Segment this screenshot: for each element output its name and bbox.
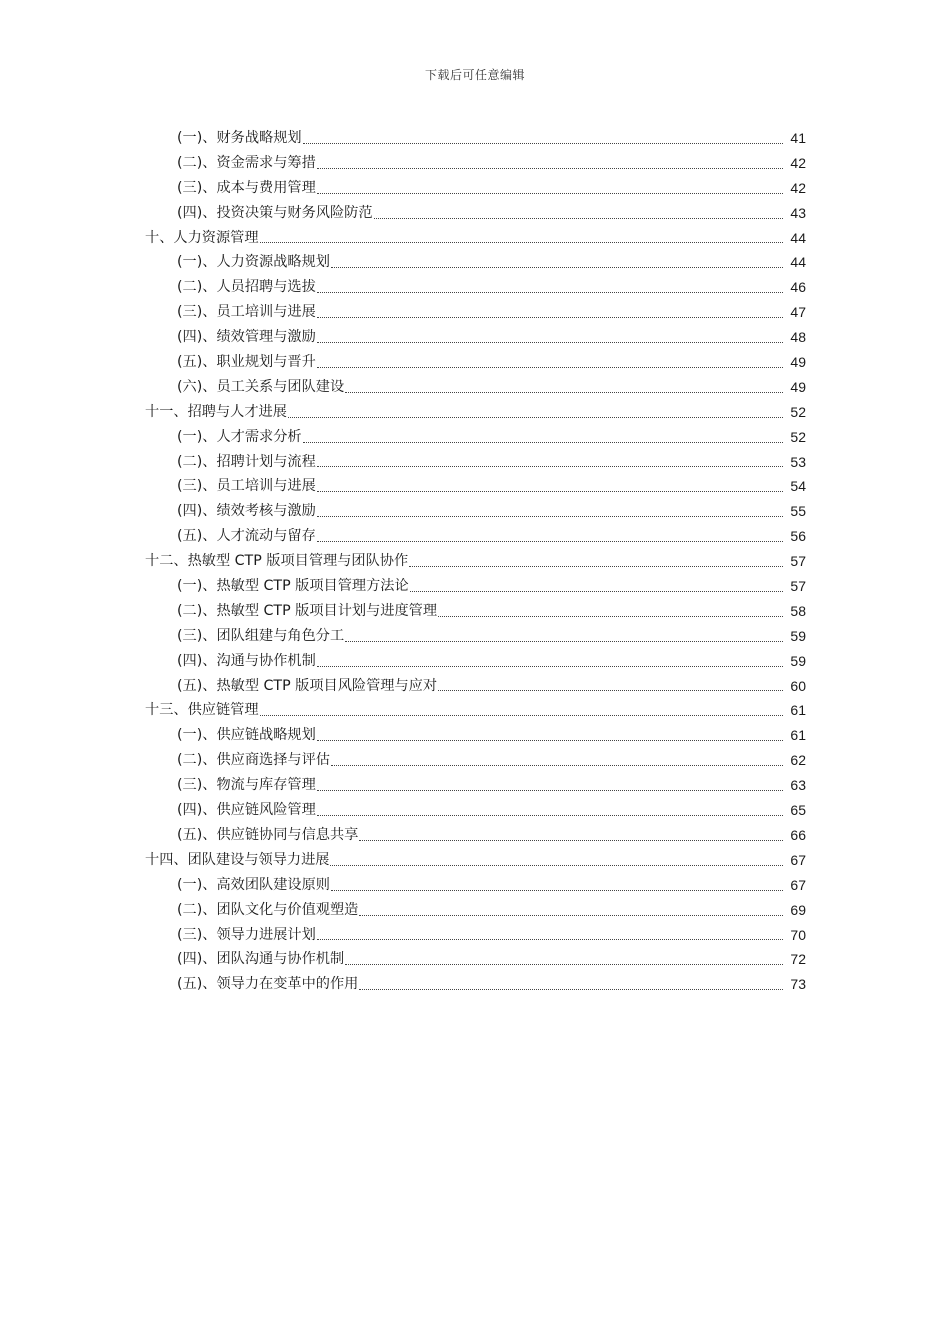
toc-page-number: 72 xyxy=(790,951,806,968)
toc-page-number: 44 xyxy=(790,254,806,271)
toc-dot-leader xyxy=(359,914,783,916)
toc-dot-leader xyxy=(409,565,783,567)
toc-page-number: 67 xyxy=(790,851,806,868)
toc-section-entry[interactable] xyxy=(0,151,950,176)
toc-section-entry[interactable] xyxy=(0,823,950,848)
toc-section-entry[interactable] xyxy=(0,898,950,923)
toc-dot-leader xyxy=(438,615,783,617)
toc-section-entry[interactable] xyxy=(0,923,950,948)
toc-page-number: 61 xyxy=(790,702,806,719)
toc-entry-title: (四)、绩效管理与激励 xyxy=(177,325,316,350)
toc-section-entry[interactable] xyxy=(0,250,950,275)
toc-dot-leader xyxy=(317,291,783,293)
toc-section-entry[interactable] xyxy=(0,674,950,699)
toc-dot-leader xyxy=(359,988,783,990)
toc-page-number: 46 xyxy=(790,279,806,296)
toc-section-entry[interactable] xyxy=(0,350,950,375)
toc-section-entry[interactable] xyxy=(0,798,950,823)
toc-entry-title: (二)、供应商选择与评估 xyxy=(177,748,330,773)
table-of-contents xyxy=(0,126,950,997)
toc-section-entry[interactable] xyxy=(0,375,950,400)
toc-entry-title: 十四、团队建设与领导力进展 xyxy=(145,848,329,873)
toc-dot-leader xyxy=(303,142,783,144)
toc-entry-title: (五)、人才流动与留存 xyxy=(177,524,316,549)
toc-entry-title: 十二、热敏型 CTP 版项目管理与团队协作 xyxy=(145,549,408,574)
toc-section-entry[interactable] xyxy=(0,275,950,300)
toc-page-number: 73 xyxy=(790,976,806,993)
toc-section-entry[interactable] xyxy=(0,599,950,624)
toc-section-entry[interactable] xyxy=(0,524,950,549)
toc-section-entry[interactable] xyxy=(0,723,950,748)
toc-page-number: 62 xyxy=(790,752,806,769)
toc-page-number: 67 xyxy=(790,876,806,893)
toc-page-number: 61 xyxy=(790,727,806,744)
toc-section-entry[interactable] xyxy=(0,201,950,226)
toc-entry-title: (五)、供应链协同与信息共享 xyxy=(177,823,358,848)
toc-dot-leader xyxy=(288,416,783,418)
toc-section-entry[interactable] xyxy=(0,450,950,475)
toc-page-number: 66 xyxy=(790,826,806,843)
toc-page-number: 41 xyxy=(790,130,806,146)
toc-entry-title: (四)、供应链风险管理 xyxy=(177,798,316,823)
toc-page-number: 57 xyxy=(790,578,806,595)
toc-entry-title: (五)、领导力在变革中的作用 xyxy=(177,972,358,997)
toc-entry-title: (一)、人才需求分析 xyxy=(177,425,302,450)
toc-section-entry[interactable] xyxy=(0,176,950,201)
toc-section-entry[interactable] xyxy=(0,499,950,524)
toc-dot-leader xyxy=(317,490,783,492)
toc-dot-leader xyxy=(317,167,783,169)
toc-entry-title: 十一、招聘与人才进展 xyxy=(145,400,287,425)
toc-page-number: 49 xyxy=(790,378,806,395)
toc-page-number: 44 xyxy=(790,229,806,246)
toc-page-number: 53 xyxy=(790,453,806,470)
toc-entry-title: (三)、团队组建与角色分工 xyxy=(177,624,344,649)
toc-page-number: 58 xyxy=(790,602,806,619)
toc-dot-leader xyxy=(317,938,783,940)
toc-chapter-entry[interactable] xyxy=(0,400,950,425)
toc-entry-title: (一)、供应链战略规划 xyxy=(177,723,316,748)
toc-entry-title: (三)、领导力进展计划 xyxy=(177,923,316,948)
toc-chapter-entry[interactable] xyxy=(0,549,950,574)
toc-dot-leader xyxy=(317,316,783,318)
toc-entry-title: (三)、员工培训与进展 xyxy=(177,300,316,325)
toc-page-number: 48 xyxy=(790,329,806,346)
toc-dot-leader xyxy=(317,665,783,667)
toc-chapter-entry[interactable] xyxy=(0,848,950,873)
toc-entry-title: (二)、招聘计划与流程 xyxy=(177,450,316,475)
toc-section-entry[interactable] xyxy=(0,947,950,972)
toc-section-entry[interactable] xyxy=(0,574,950,599)
toc-page-number: 56 xyxy=(790,528,806,545)
toc-section-entry[interactable] xyxy=(0,873,950,898)
toc-section-entry[interactable] xyxy=(0,325,950,350)
toc-dot-leader xyxy=(345,640,783,642)
toc-page-number: 52 xyxy=(790,403,806,420)
toc-dot-leader xyxy=(331,266,783,268)
toc-entry-title: (四)、绩效考核与激励 xyxy=(177,499,316,524)
toc-chapter-entry[interactable] xyxy=(0,698,950,723)
toc-page-number: 70 xyxy=(790,926,806,943)
toc-entry-title: (三)、成本与费用管理 xyxy=(177,176,316,201)
toc-page-number: 59 xyxy=(790,627,806,644)
toc-dot-leader xyxy=(317,540,783,542)
toc-chapter-entry[interactable] xyxy=(0,226,950,251)
toc-entry-title: (二)、资金需求与筹措 xyxy=(177,151,316,176)
toc-entry-title: (二)、团队文化与价值观塑造 xyxy=(177,898,358,923)
toc-dot-leader xyxy=(438,689,783,691)
toc-entry-title: (二)、热敏型 CTP 版项目计划与进度管理 xyxy=(177,599,437,624)
toc-entry-title: (三)、物流与库存管理 xyxy=(177,773,316,798)
toc-dot-leader xyxy=(317,366,783,368)
toc-dot-leader xyxy=(345,963,783,965)
toc-dot-leader xyxy=(331,889,783,891)
toc-section-entry[interactable] xyxy=(0,773,950,798)
toc-dot-leader xyxy=(317,814,783,816)
toc-page-number: 42 xyxy=(790,179,806,196)
toc-page-number: 55 xyxy=(790,503,806,520)
toc-entry-title: 十三、供应链管理 xyxy=(145,698,259,723)
toc-dot-leader xyxy=(303,441,783,443)
toc-entry-title: (三)、员工培训与进展 xyxy=(177,474,316,499)
toc-page-number: 52 xyxy=(790,428,806,445)
toc-page-number: 69 xyxy=(790,901,806,918)
toc-page-number: 63 xyxy=(790,777,806,794)
toc-dot-leader xyxy=(260,714,783,716)
toc-page-number: 54 xyxy=(790,478,806,495)
toc-section-entry[interactable] xyxy=(0,474,950,499)
toc-section-entry[interactable] xyxy=(0,425,950,450)
toc-section-entry[interactable] xyxy=(0,972,950,997)
toc-page-number: 65 xyxy=(790,802,806,819)
toc-section-entry[interactable] xyxy=(0,649,950,674)
toc-entry-title: (四)、投资决策与财务风险防范 xyxy=(177,201,373,226)
toc-section-entry[interactable] xyxy=(0,624,950,649)
toc-dot-leader xyxy=(317,341,783,343)
toc-page-number: 42 xyxy=(790,154,806,171)
toc-entry-title: (一)、人力资源战略规划 xyxy=(177,250,330,275)
toc-dot-leader xyxy=(330,864,783,866)
toc-section-entry[interactable] xyxy=(0,748,950,773)
toc-dot-leader xyxy=(317,739,783,741)
toc-dot-leader xyxy=(317,465,783,467)
toc-entry-title: (四)、沟通与协作机制 xyxy=(177,649,316,674)
toc-entry-title: (五)、热敏型 CTP 版项目风险管理与应对 xyxy=(177,674,437,699)
page-header: 下载后可任意编辑 xyxy=(424,68,525,82)
toc-entry-title: (五)、职业规划与晋升 xyxy=(177,350,316,375)
toc-dot-leader xyxy=(317,515,783,517)
toc-dot-leader xyxy=(410,590,783,592)
toc-entry-title: 十、人力资源管理 xyxy=(145,226,259,251)
toc-entry-title: (六)、员工关系与团队建设 xyxy=(177,375,344,400)
toc-dot-leader xyxy=(331,764,783,766)
toc-page-number: 59 xyxy=(790,652,806,669)
toc-dot-leader xyxy=(317,192,783,194)
toc-page-number: 43 xyxy=(790,204,806,221)
toc-page-number: 49 xyxy=(790,354,806,371)
toc-page-number: 60 xyxy=(790,677,806,694)
toc-entry-title: (一)、高效团队建设原则 xyxy=(177,873,330,898)
toc-page-number: 57 xyxy=(790,553,806,570)
toc-dot-leader xyxy=(260,241,783,243)
toc-entry-title: (一)、财务战略规划 xyxy=(177,126,302,151)
toc-section-entry[interactable] xyxy=(0,126,950,151)
toc-entry-title: (二)、人员招聘与选拔 xyxy=(177,275,316,300)
toc-page-number: 47 xyxy=(790,304,806,321)
toc-section-entry[interactable] xyxy=(0,300,950,325)
toc-dot-leader xyxy=(317,789,783,791)
toc-entry-title: (四)、团队沟通与协作机制 xyxy=(177,947,344,972)
toc-dot-leader xyxy=(359,839,783,841)
toc-dot-leader xyxy=(345,391,783,393)
toc-entry-title: (一)、热敏型 CTP 版项目管理方法论 xyxy=(177,574,409,599)
toc-dot-leader xyxy=(374,217,783,219)
